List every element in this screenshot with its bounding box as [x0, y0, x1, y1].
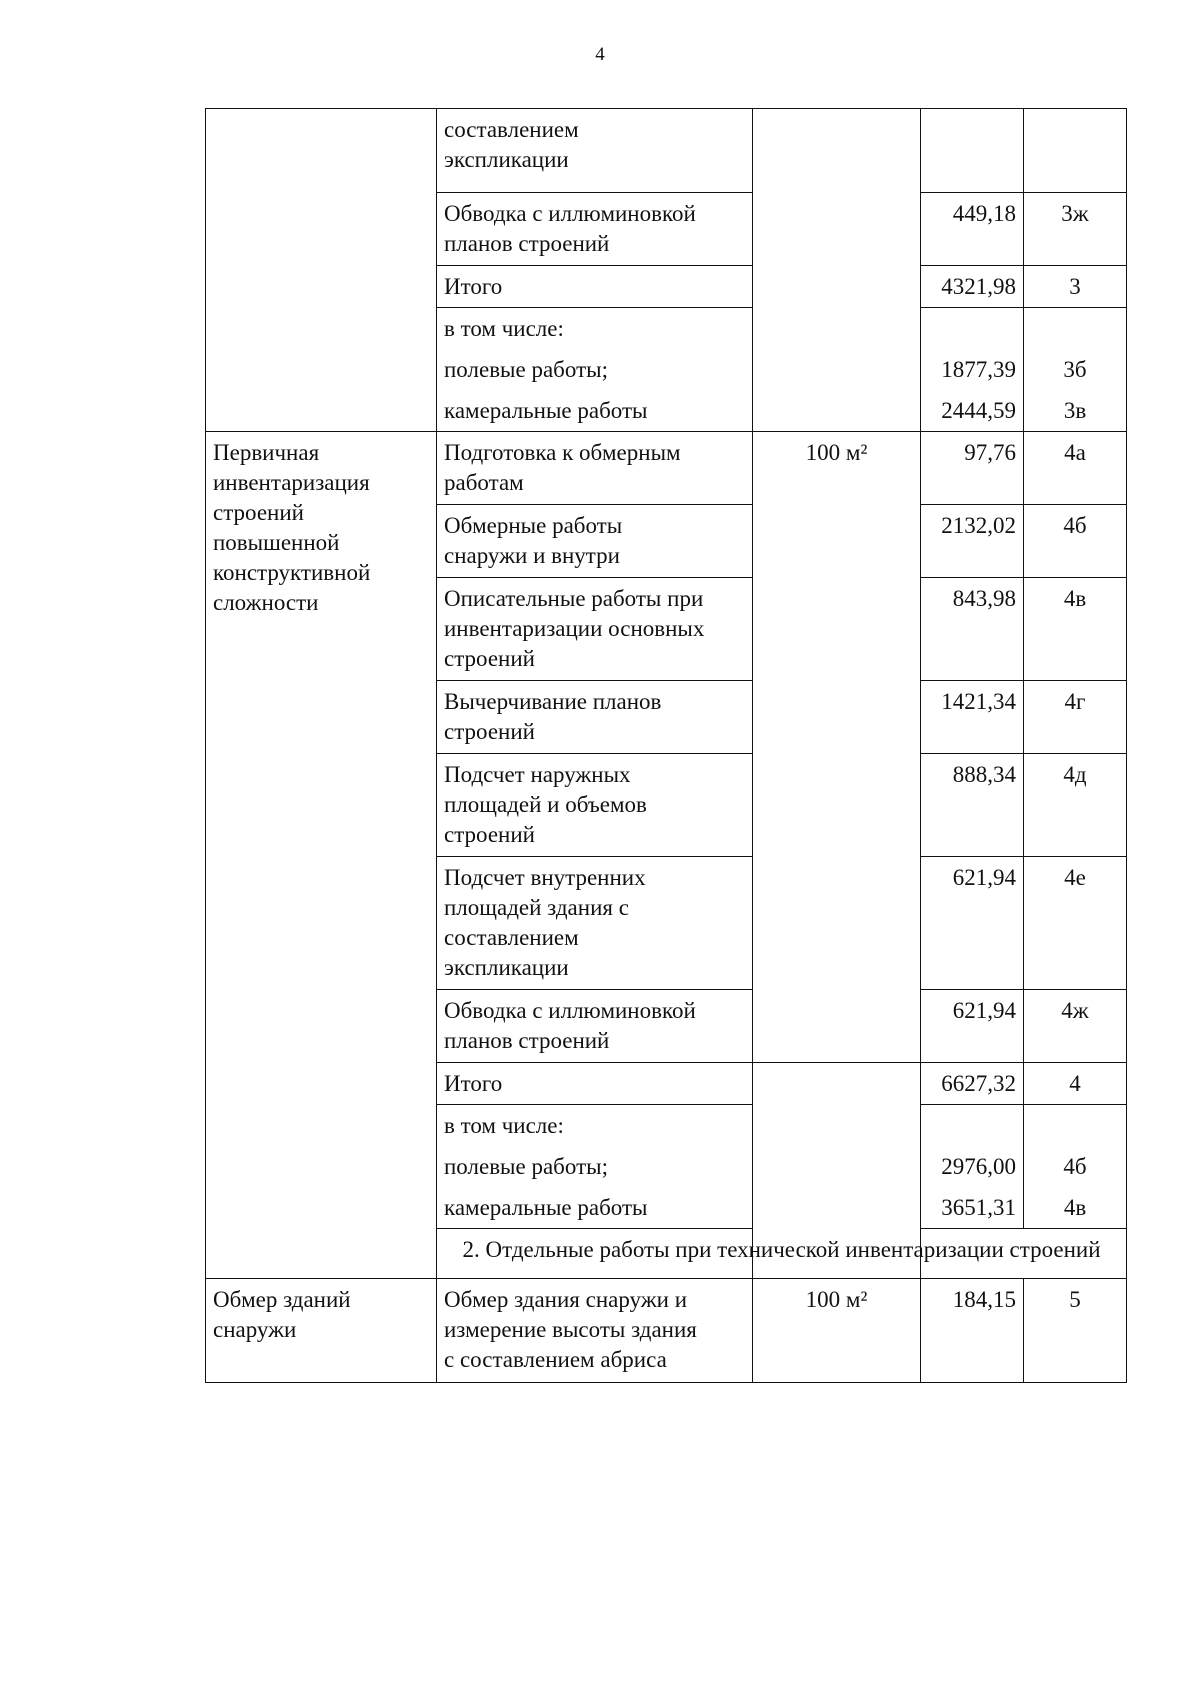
unit-cell: 100 м² — [753, 432, 921, 1063]
value-cell: 449,18 — [921, 193, 1024, 266]
work-label: Обводка с иллюминовкой планов строений — [444, 201, 696, 256]
value-cell: 621,94 — [921, 990, 1024, 1063]
value-cell: 2976,00 — [921, 1146, 1024, 1187]
code-cell: 4е — [1024, 857, 1127, 990]
work-label: Вычерчивание планов строений — [444, 689, 662, 744]
value-cell: 1421,34 — [921, 681, 1024, 754]
code-cell: 4 — [1024, 1063, 1127, 1105]
work-label: Подсчет наружных площадей и объемов строений — [444, 762, 647, 847]
code-cell: 4в — [1024, 578, 1127, 681]
work-label: Обводка с иллюминовкой планов строений — [444, 998, 696, 1053]
work-name: Обмер зданий снаружи — [213, 1287, 351, 1342]
group-a-name-cell — [206, 109, 437, 432]
code-cell: 4ж — [1024, 990, 1127, 1063]
value-cell: 2132,02 — [921, 505, 1024, 578]
code-cell — [1024, 1105, 1127, 1147]
table-row — [206, 109, 1127, 193]
work-cell — [437, 109, 753, 193]
code-cell: 3 — [1024, 266, 1127, 308]
unit-cell: 100 м² — [753, 1279, 921, 1383]
work-cell — [437, 857, 753, 990]
value-cell — [921, 1105, 1024, 1147]
value-cell: 97,76 — [921, 432, 1024, 505]
work-cell — [437, 505, 753, 578]
work-cell: в том числе: — [437, 308, 753, 350]
work-cell — [437, 1279, 753, 1383]
value-cell: 184,15 — [921, 1279, 1024, 1383]
code-cell: 4б — [1024, 1146, 1127, 1187]
work-name-cell — [206, 1279, 437, 1383]
code-cell: 3б — [1024, 349, 1127, 390]
work-cell — [437, 754, 753, 857]
table-row — [206, 1279, 1127, 1383]
work-label: Обмерные работы снаружи и внутри — [444, 513, 623, 568]
work-label: Подготовка к обмерным работам — [444, 440, 681, 495]
work-cell: камеральные работы — [437, 1187, 753, 1229]
work-cell: Итого — [437, 266, 753, 308]
value-cell: 888,34 — [921, 754, 1024, 857]
work-cell — [437, 193, 753, 266]
work-cell — [437, 578, 753, 681]
value-cell: 2444,59 — [921, 390, 1024, 432]
unit-cell — [753, 109, 921, 432]
code-cell: 3ж — [1024, 193, 1127, 266]
work-cell — [437, 681, 753, 754]
code-cell: 3в — [1024, 390, 1127, 432]
code-cell: 5 — [1024, 1279, 1127, 1383]
page-number: 4 — [595, 44, 605, 65]
work-cell: камеральные работы — [437, 390, 753, 432]
work-label: Обмер здания снаружи и измерение высоты здания с составлением абриса — [444, 1287, 697, 1372]
work-cell — [437, 990, 753, 1063]
value-cell: 1877,39 — [921, 349, 1024, 390]
work-cell: в том числе: — [437, 1105, 753, 1147]
group-b-name: Первичная инвентаризация строений повышенной конструктивной сложности — [213, 440, 371, 615]
code-cell — [1024, 308, 1127, 350]
code-cell: 4а — [1024, 432, 1127, 505]
value-cell: 843,98 — [921, 578, 1024, 681]
value-cell: 3651,31 — [921, 1187, 1024, 1229]
work-cell: полевые работы; — [444, 357, 608, 382]
work-label: Подсчет внутренних площадей здания с составлением экспликации — [444, 865, 646, 980]
group-b-name-cell — [206, 432, 437, 1279]
code-cell: 4б — [1024, 505, 1127, 578]
code-cell — [1024, 109, 1127, 193]
work-cell: Итого — [437, 1063, 753, 1105]
value-cell: 4321,98 — [921, 266, 1024, 308]
code-cell: 4д — [1024, 754, 1127, 857]
value-cell: 6627,32 — [921, 1063, 1024, 1105]
value-cell — [921, 308, 1024, 350]
code-cell: 4в — [1024, 1187, 1127, 1229]
code-cell: 4г — [1024, 681, 1127, 754]
norms-table — [205, 108, 1127, 1383]
table-row — [206, 432, 1127, 505]
value-cell: 621,94 — [921, 857, 1024, 990]
value-cell — [921, 109, 1024, 193]
work-label: Описательные работы при инвентаризации основных строений — [444, 586, 705, 671]
section-title: 2. Отдельные работы при технической инвентаризации строений — [437, 1229, 1127, 1279]
work-cell — [437, 432, 753, 505]
work-label: составлением экспликации — [444, 117, 579, 172]
work-cell: полевые работы; — [444, 1154, 608, 1179]
